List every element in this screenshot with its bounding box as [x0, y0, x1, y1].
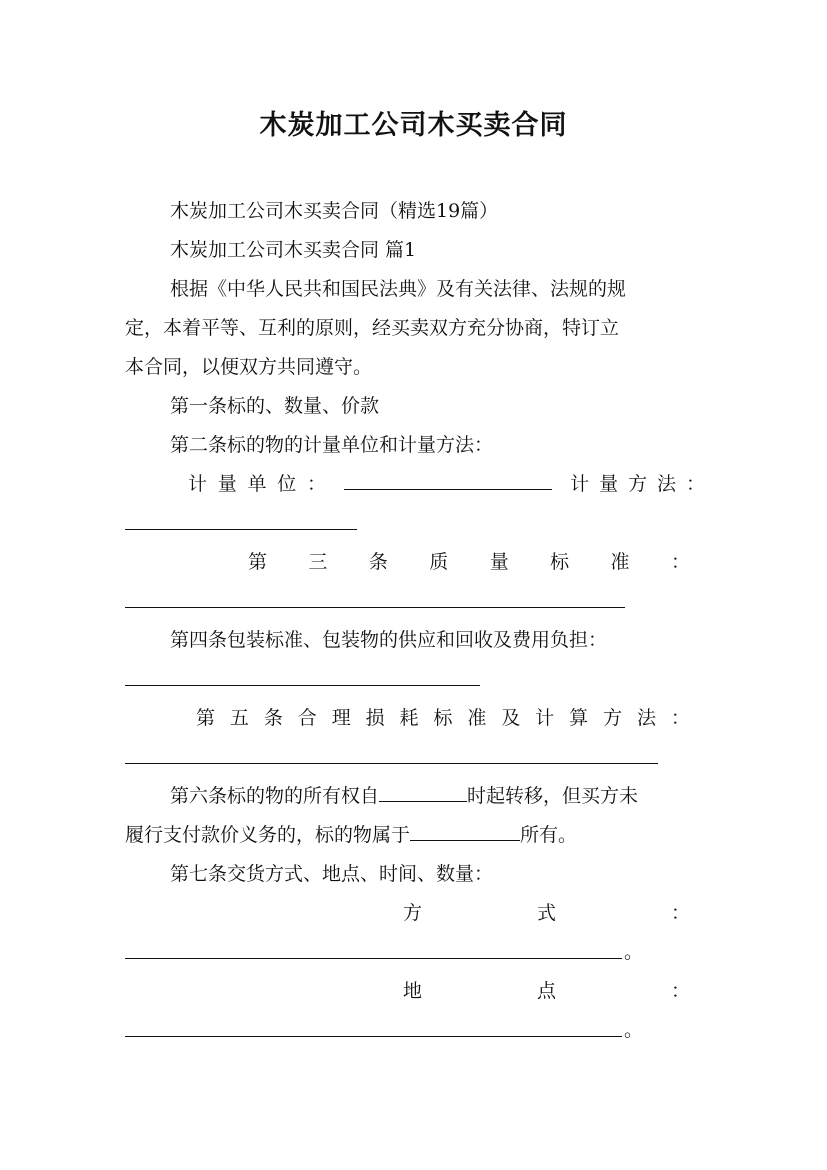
article-7-heading: 第七条交货方式、地点、时间、数量： — [170, 863, 494, 885]
quality-standard-blank — [125, 607, 625, 608]
period: 。 — [624, 941, 644, 963]
article-1-heading: 第一条标的、数量、价款 — [170, 395, 380, 417]
document-subtitle: 木炭加工公司木买卖合同（精选19篇） — [170, 200, 499, 222]
delivery-way-blank — [125, 958, 622, 959]
delivery-way-label: 方 式 ： — [403, 902, 690, 924]
paragraph-line: 根据《中华人民共和国民法典》及有关法律、法规的规 — [170, 278, 627, 300]
unit-blank — [344, 471, 552, 490]
method-blank — [125, 529, 357, 530]
article-2-heading: 第二条标的物的计量单位和计量方法： — [170, 434, 494, 456]
ownership-time-blank — [379, 783, 467, 802]
article-5-heading: 第 五 条 合 理 损 耗 标 准 及 计 算 方 法 ： — [196, 707, 690, 729]
delivery-place-blank — [125, 1036, 622, 1037]
document-title: 木炭加工公司木买卖合同 — [259, 110, 568, 141]
ownership-party-blank — [410, 822, 520, 841]
delivery-place-label: 地 点 ： — [403, 980, 690, 1002]
paragraph-line: 定，本着平等、互利的原则，经买卖双方充分协商，特订立 — [125, 317, 620, 339]
chapter-heading: 木炭加工公司木买卖合同 篇1 — [170, 239, 417, 261]
loss-standard-blank — [125, 763, 658, 764]
period: 。 — [624, 1019, 644, 1041]
article-6-line-1: 第六条标的物的所有权自 时起转移，但买方未 — [170, 785, 639, 807]
article-6-line-2: 履行支付款价义务的，标的物属于 所有。 — [125, 824, 578, 846]
measurement-line — [188, 471, 705, 497]
unit-label: 计 量 单 位 ： — [188, 473, 326, 495]
article-3-heading: 第 三 条 质 量 标 准 ： — [248, 551, 690, 573]
method-label: 计 量 方 法 ： — [570, 473, 706, 495]
packaging-blank — [125, 685, 480, 686]
paragraph-line: 本合同，以便双方共同遵守。 — [125, 356, 373, 378]
article-4-heading: 第四条包装标准、包装物的供应和回收及费用负担： — [170, 629, 608, 651]
